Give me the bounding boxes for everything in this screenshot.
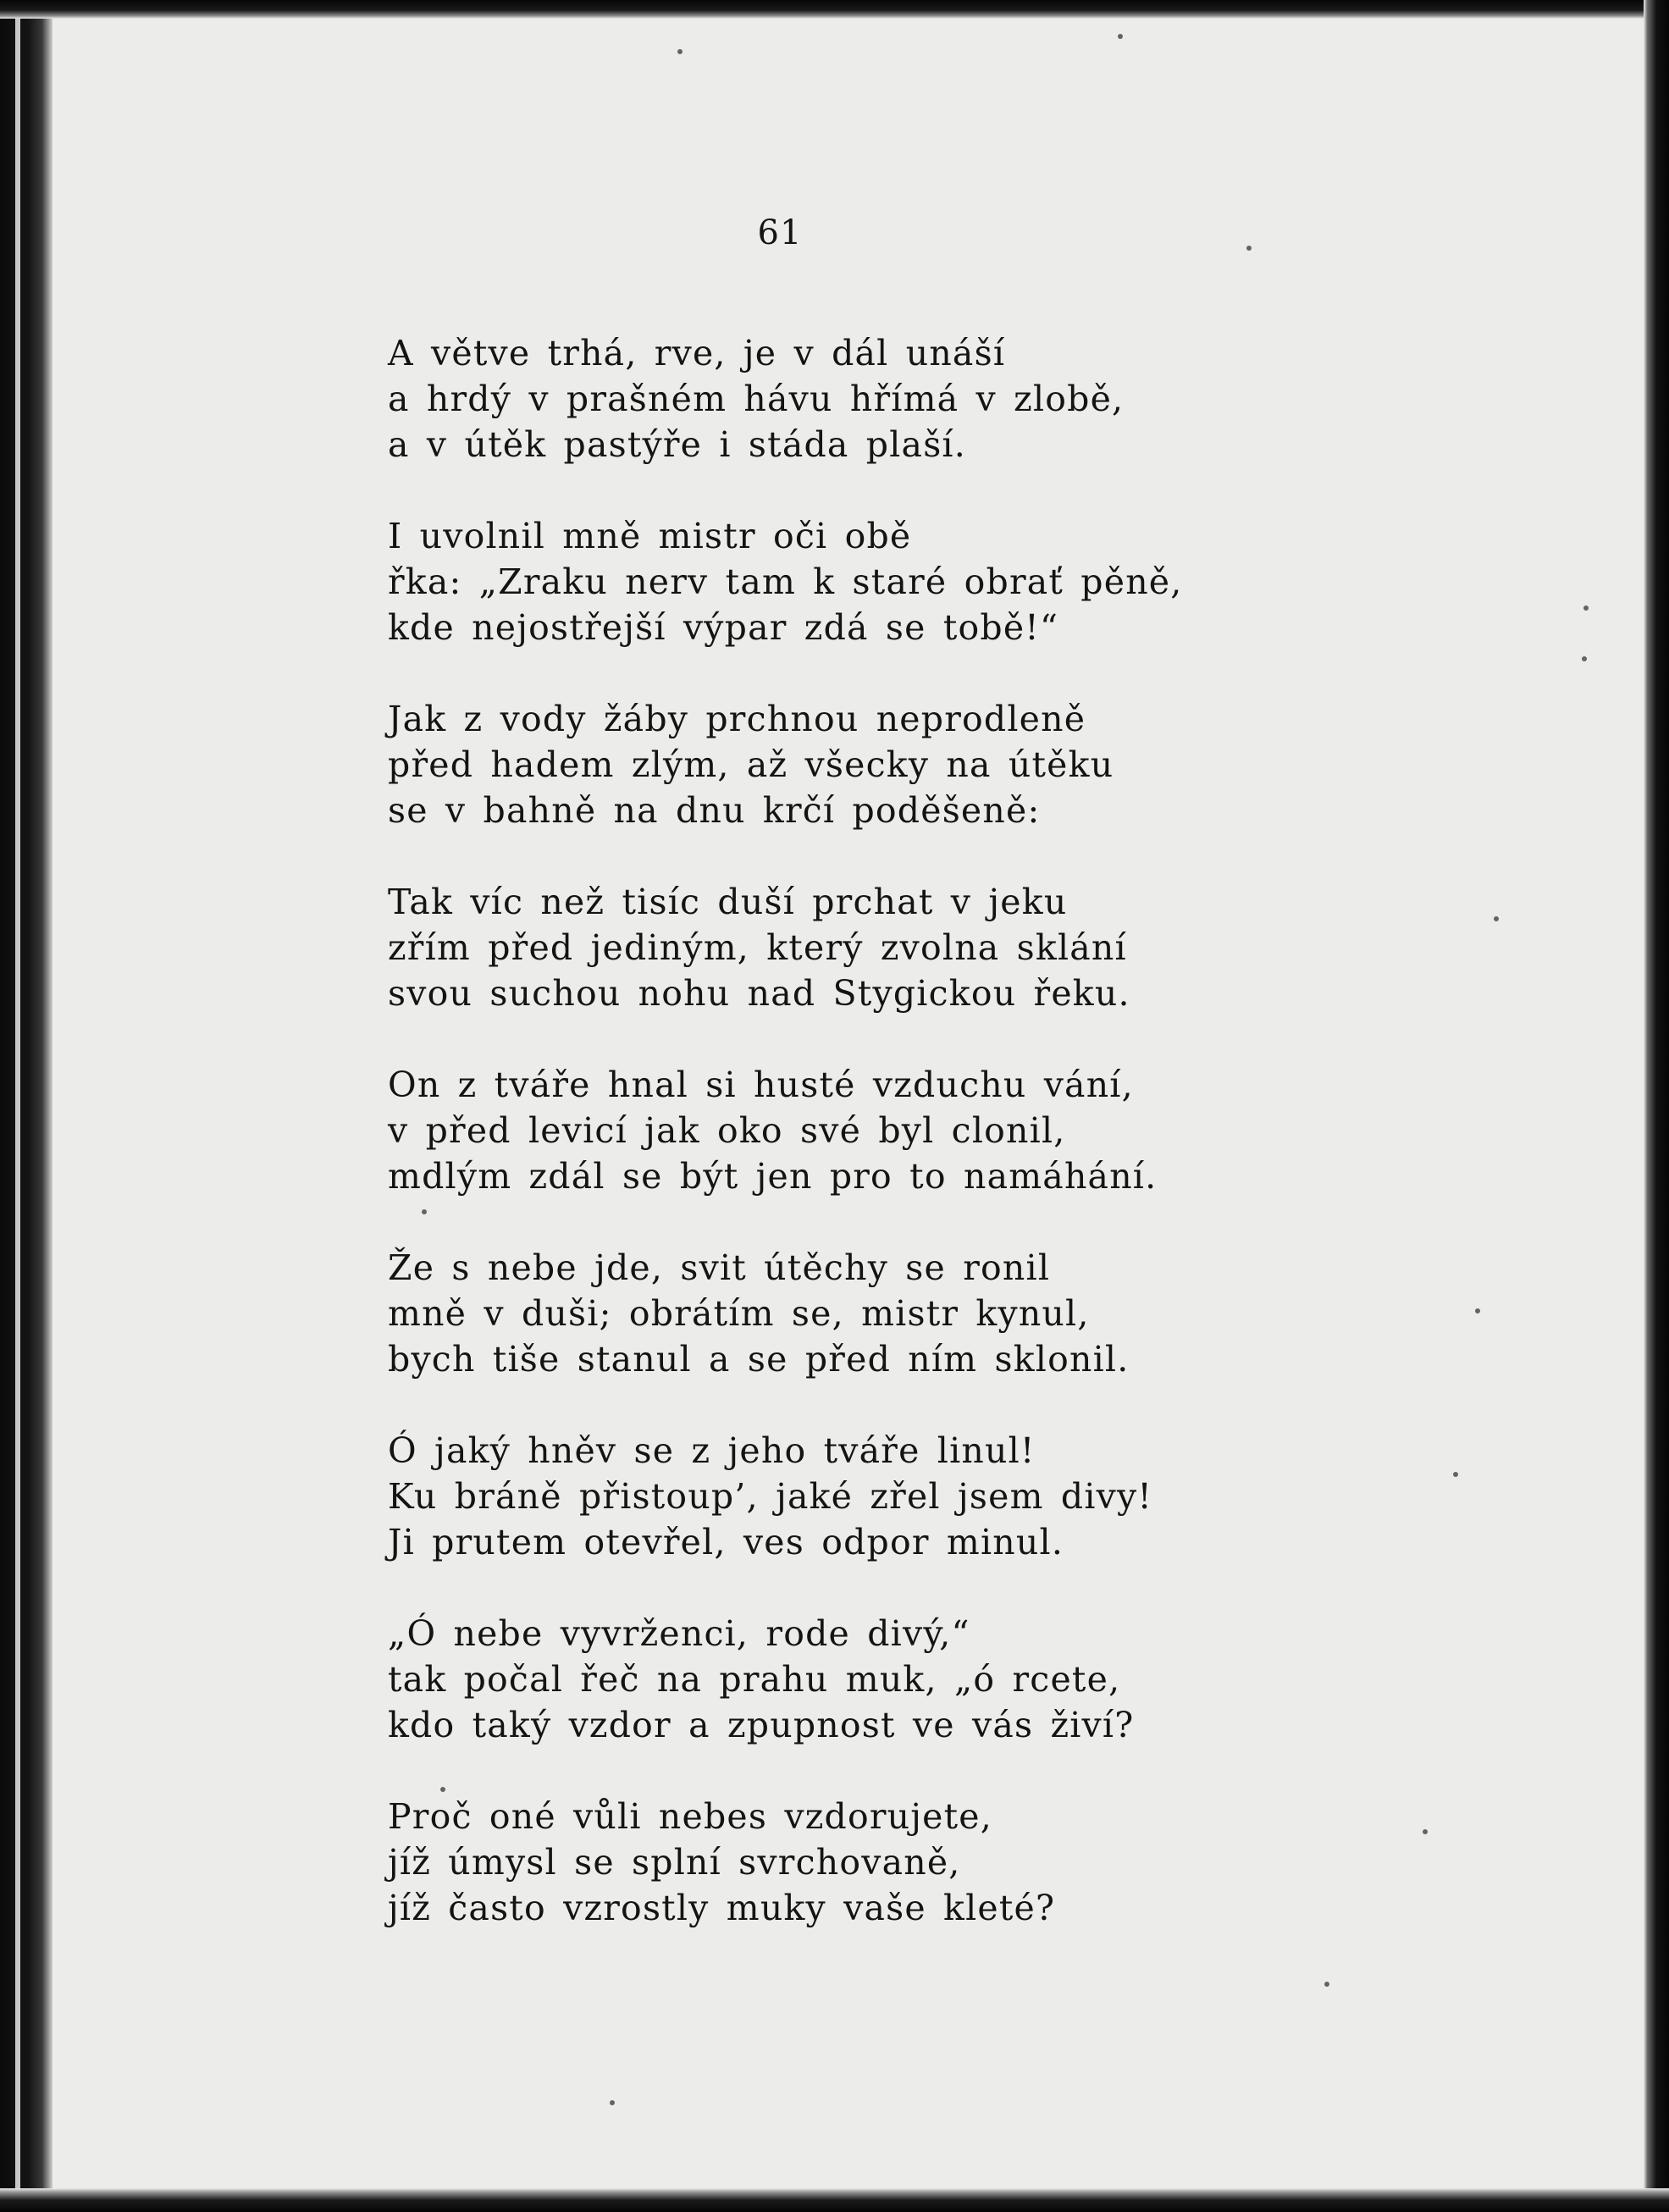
verse-line: a hrdý v prašném hávu hřímá v zlobě, [388, 379, 1125, 419]
top-scan-border [0, 0, 1669, 19]
verse-line: se v bahně na dnu krčí poděšeně: [388, 790, 1041, 831]
stanza [388, 879, 1235, 1016]
scan-speck [1453, 1472, 1458, 1477]
scan-speck [1494, 916, 1499, 921]
scan-speck [1582, 656, 1587, 661]
verse-line: a v útěk pastýře i stáda plaší. [388, 424, 966, 465]
verse-line: mně v duši; obrátím se, mistr kynul, [388, 1293, 1090, 1334]
verse-line: Proč oné vůli nebes vzdorujete, [388, 1796, 992, 1837]
verse-line: Že s nebe jde, svit útěchy se ronil [388, 1247, 1051, 1288]
verse-line: svou suchou nohu nad Stygickou řeku. [388, 973, 1130, 1014]
verse-line: Tak víc než tisíc duší prchat v jeku [388, 882, 1068, 922]
scan-speck [422, 1209, 427, 1214]
verse-line: jíž úmysl se splní svrchovaně, [388, 1842, 961, 1883]
verse-line: On z tváře hnal si husté vzduchu vání, [388, 1065, 1134, 1105]
verse-line: Jak z vody žáby prchnou neprodleně [388, 699, 1086, 739]
scan-speck [610, 2100, 615, 2105]
verse-line: Ji prutem otevřel, ves odpor minul. [388, 1522, 1064, 1562]
stanza [388, 1428, 1235, 1565]
verse-line: řka: „Zraku nerv tam k staré obrať pěně, [388, 561, 1183, 602]
page-number: 61 [757, 213, 803, 252]
right-scan-border [1644, 0, 1669, 2212]
scan-speck [677, 49, 683, 54]
verse-line: „Ó nebe vyvrženci, rode divý,“ [388, 1613, 970, 1654]
verse-line: I uvolnil mně mistr oči obě [388, 516, 912, 556]
stanza [388, 1245, 1235, 1382]
verse-line: před hadem zlým, až všecky na útěku [388, 744, 1114, 785]
bottom-scan-border [0, 2188, 1669, 2212]
stanza [388, 696, 1235, 833]
verse-line: tak počal řeč na prahu muk, „ó rcete, [388, 1659, 1121, 1700]
stanza [388, 1611, 1235, 1748]
scan-speck [1246, 246, 1252, 251]
verse-line: zřím před jediným, který zvolna sklání [388, 927, 1127, 968]
verse-line: A větve trhá, rve, je v dál unáší [388, 333, 1006, 373]
verse-line: kdo taký vzdor a zpupnost ve vás živí? [388, 1705, 1135, 1745]
scan-speck [1583, 606, 1589, 611]
binding-edge-highlight [15, 0, 20, 2212]
verse-line: jíž často vzrostly muky vaše kleté? [388, 1888, 1056, 1928]
verse-line: Ku bráně přistoup’, jaké zřel jsem divy! [388, 1476, 1153, 1517]
stanza [388, 330, 1235, 467]
stanza [388, 1794, 1235, 1931]
verse-line: Ó jaký hněv se z jeho tváře linul! [388, 1430, 1036, 1471]
scan-speck [1423, 1829, 1428, 1834]
stanza [388, 513, 1235, 650]
verse-line: mdlým zdál se být jen pro to namáhání. [388, 1156, 1158, 1197]
stanza [388, 1062, 1235, 1199]
verse-line: v před levicí jak oko své byl clonil, [388, 1110, 1066, 1151]
scan-speck [440, 1787, 445, 1792]
binding-edge [0, 0, 53, 2212]
scan-speck [1475, 1308, 1480, 1313]
verse-line: kde nejostřejší výpar zdá se tobě!“ [388, 607, 1059, 648]
poem-text [388, 330, 1235, 1977]
scan-speck [1118, 34, 1123, 39]
verse-line: bych tiše stanul a se před ním sklonil. [388, 1339, 1130, 1380]
scan-speck [1324, 1982, 1329, 1987]
